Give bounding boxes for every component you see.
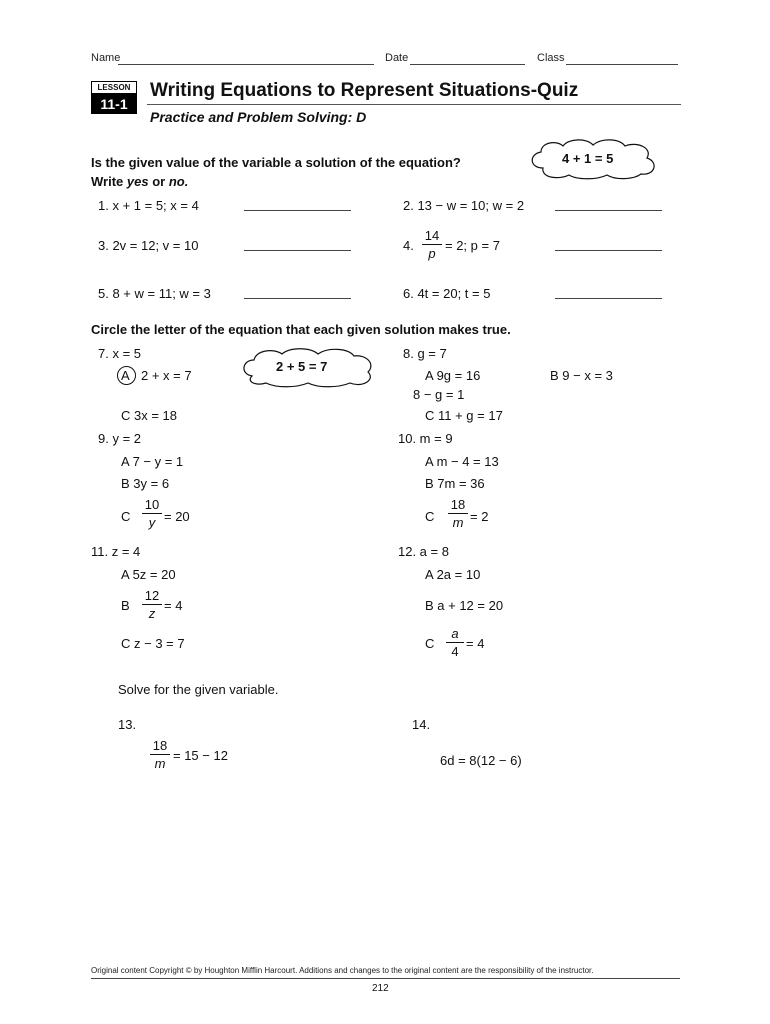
answer-blank-1[interactable]: [244, 210, 351, 212]
answer-blank-6[interactable]: [555, 298, 662, 300]
question-11-fraction: [142, 588, 162, 621]
footer-rule: [91, 978, 680, 979]
question-7-choice-c: C 3x = 18: [121, 408, 178, 423]
question-8-stem: 8. g = 7: [403, 346, 447, 361]
question-12-fraction: [446, 626, 464, 659]
name-blank[interactable]: [118, 64, 374, 66]
question-3: 3. 2v = 12; v = 10: [98, 238, 199, 253]
cloud-1-text: 4 + 1 = 5: [562, 151, 614, 166]
question-12-stem: 12. a = 8: [398, 544, 449, 559]
question-9-stem: 9. y = 2: [98, 431, 141, 446]
q9-numerator: 10: [144, 497, 160, 512]
q10-denominator: m: [452, 515, 464, 530]
question-8-choice-a: A 9g = 16: [425, 368, 481, 383]
question-10-stem: 10. m = 9: [398, 431, 453, 446]
answer-blank-2[interactable]: [555, 210, 662, 212]
title-rule: [147, 104, 681, 105]
lesson-label: LESSON: [91, 81, 137, 94]
question-12-choice-b: B a + 12 = 20: [425, 598, 504, 613]
q9-denominator: y: [148, 515, 156, 530]
instruction-write: Write: [91, 174, 127, 189]
question-12-c-rest: = 4: [466, 636, 485, 651]
question-7-a-letter: A: [121, 368, 130, 383]
section1-instruction-line2: [91, 174, 188, 189]
class-label: Class: [537, 52, 565, 64]
question-4-rest: = 2; p = 7: [445, 238, 500, 253]
question-10-c-rest: = 2: [470, 509, 489, 524]
q11-numerator: 12: [144, 588, 160, 603]
question-14-number: 14.: [412, 717, 431, 732]
q4-denominator: p: [428, 246, 436, 261]
q13-numerator: 18: [152, 738, 168, 753]
question-10-choice-b: B 7m = 36: [425, 476, 485, 491]
class-blank[interactable]: [566, 64, 678, 66]
question-11-choice-c: C z − 3 = 7: [121, 636, 185, 651]
q10-numerator: 18: [450, 497, 466, 512]
question-11-stem: 11. z = 4: [91, 544, 141, 559]
question-10-c-letter: C: [425, 509, 435, 524]
section1-instruction-line1: Is the given value of the variable a solution of the equation?: [91, 155, 461, 170]
q11-denominator: z: [148, 606, 156, 621]
question-4-fraction: [422, 228, 442, 261]
name-label: Name: [91, 52, 121, 64]
lesson-number: 11-1: [91, 94, 137, 114]
question-7-choice-a: 2 + x = 7: [141, 368, 192, 383]
question-7-stem: 7. x = 5: [98, 346, 141, 361]
question-13-fraction: [150, 738, 170, 771]
section3-instruction: Solve for the given variable.: [118, 682, 279, 697]
instruction-no: no.: [168, 174, 189, 189]
page-number: 212: [372, 983, 389, 994]
question-8-choice-b: B 9 − x = 3: [550, 368, 613, 383]
question-8-choice-c: C 11 + g = 17: [425, 408, 503, 423]
answer-blank-3[interactable]: [244, 250, 351, 252]
section2-instruction: Circle the letter of the equation that each given solution makes true.: [91, 322, 511, 337]
question-13-number: 13.: [118, 717, 137, 732]
question-8-extra: 8 − g = 1: [413, 387, 465, 402]
lesson-badge: [91, 81, 137, 115]
question-6: 6. 4t = 20; t = 5: [403, 286, 491, 301]
q13-denominator: m: [154, 756, 166, 771]
footer-copyright: Original content Copyright © by Houghton Mifflin Harcourt. Additions and changes to the original content are the responsibility of the instructor.: [91, 966, 594, 975]
q12-numerator: a: [451, 626, 459, 641]
question-5: 5. 8 + w = 11; w = 3: [98, 286, 211, 301]
question-9-fraction: [142, 497, 162, 530]
date-blank[interactable]: [410, 64, 525, 66]
question-10-fraction: [448, 497, 468, 530]
instruction-or: or: [148, 174, 169, 189]
question-9-c-letter: C: [121, 509, 131, 524]
question-2: 2. 13 − w = 10; w = 2: [403, 198, 525, 213]
question-11-b-rest: = 4: [164, 598, 183, 613]
question-12-c-letter: C: [425, 636, 435, 651]
instruction-yes: yes: [126, 174, 149, 189]
q4-numerator: 14: [424, 228, 440, 243]
question-12-choice-a: A 2a = 10: [425, 567, 481, 582]
question-14-equation: 6d = 8(12 − 6): [440, 753, 522, 768]
question-10-choice-a: A m − 4 = 13: [425, 454, 499, 469]
q12-denominator: 4: [451, 644, 459, 659]
question-1: 1. x + 1 = 5; x = 4: [98, 198, 199, 213]
question-9-choice-a: A 7 − y = 1: [121, 454, 184, 469]
question-9-choice-b: B 3y = 6: [121, 476, 170, 491]
question-13-rest: = 15 − 12: [173, 748, 228, 763]
page-title: Writing Equations to Represent Situations-Quiz: [150, 80, 579, 101]
answer-blank-4[interactable]: [555, 250, 662, 252]
question-9-c-rest: = 20: [164, 509, 190, 524]
question-11-b-letter: B: [121, 598, 130, 613]
cloud-2-text: 2 + 5 = 7: [276, 359, 328, 374]
question-4-number: 4.: [403, 238, 414, 253]
answer-blank-5[interactable]: [244, 298, 351, 300]
question-11-choice-a: A 5z = 20: [121, 567, 176, 582]
page-subtitle: Practice and Problem Solving: D: [150, 109, 367, 125]
date-label: Date: [385, 52, 409, 64]
